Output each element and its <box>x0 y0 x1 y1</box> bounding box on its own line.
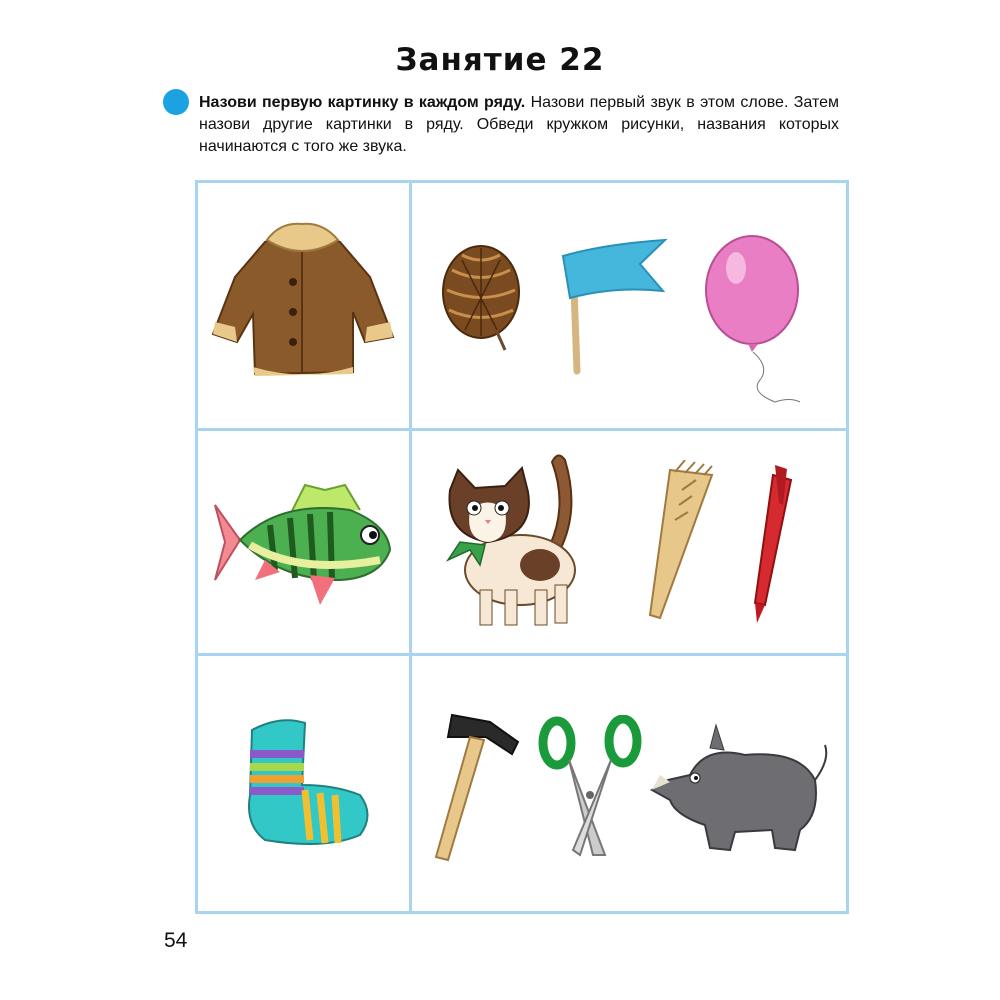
scissors-icon <box>535 715 645 860</box>
balloon-icon <box>700 232 810 407</box>
instruction-text <box>199 92 839 158</box>
page-title: Занятие 22 <box>395 42 605 78</box>
grid-divider-row-2 <box>195 653 849 656</box>
pine-cone-icon <box>437 240 527 355</box>
grid-divider-row-1 <box>195 428 849 431</box>
instruction-rest: Назови первый звук в этом слове. Затем назови другие картинки в ряду. Обведи кружком рисунки, названия которых начинаются с того же звука. <box>199 94 839 155</box>
sock-icon <box>240 715 375 850</box>
flag-icon <box>555 236 670 376</box>
pen-icon <box>743 465 803 625</box>
page-number: 54 <box>164 929 188 952</box>
instruction-bold: Назови первую картинку в каждом ряду. <box>199 94 526 111</box>
rhino-icon <box>650 720 835 855</box>
fish-icon <box>210 480 395 610</box>
cat-icon <box>440 450 585 630</box>
hammer-icon <box>430 712 525 862</box>
bullet-dot-icon <box>163 89 189 115</box>
fur-coat-icon <box>205 222 400 382</box>
comb-icon <box>640 460 720 625</box>
grid-divider-vertical <box>409 180 412 914</box>
